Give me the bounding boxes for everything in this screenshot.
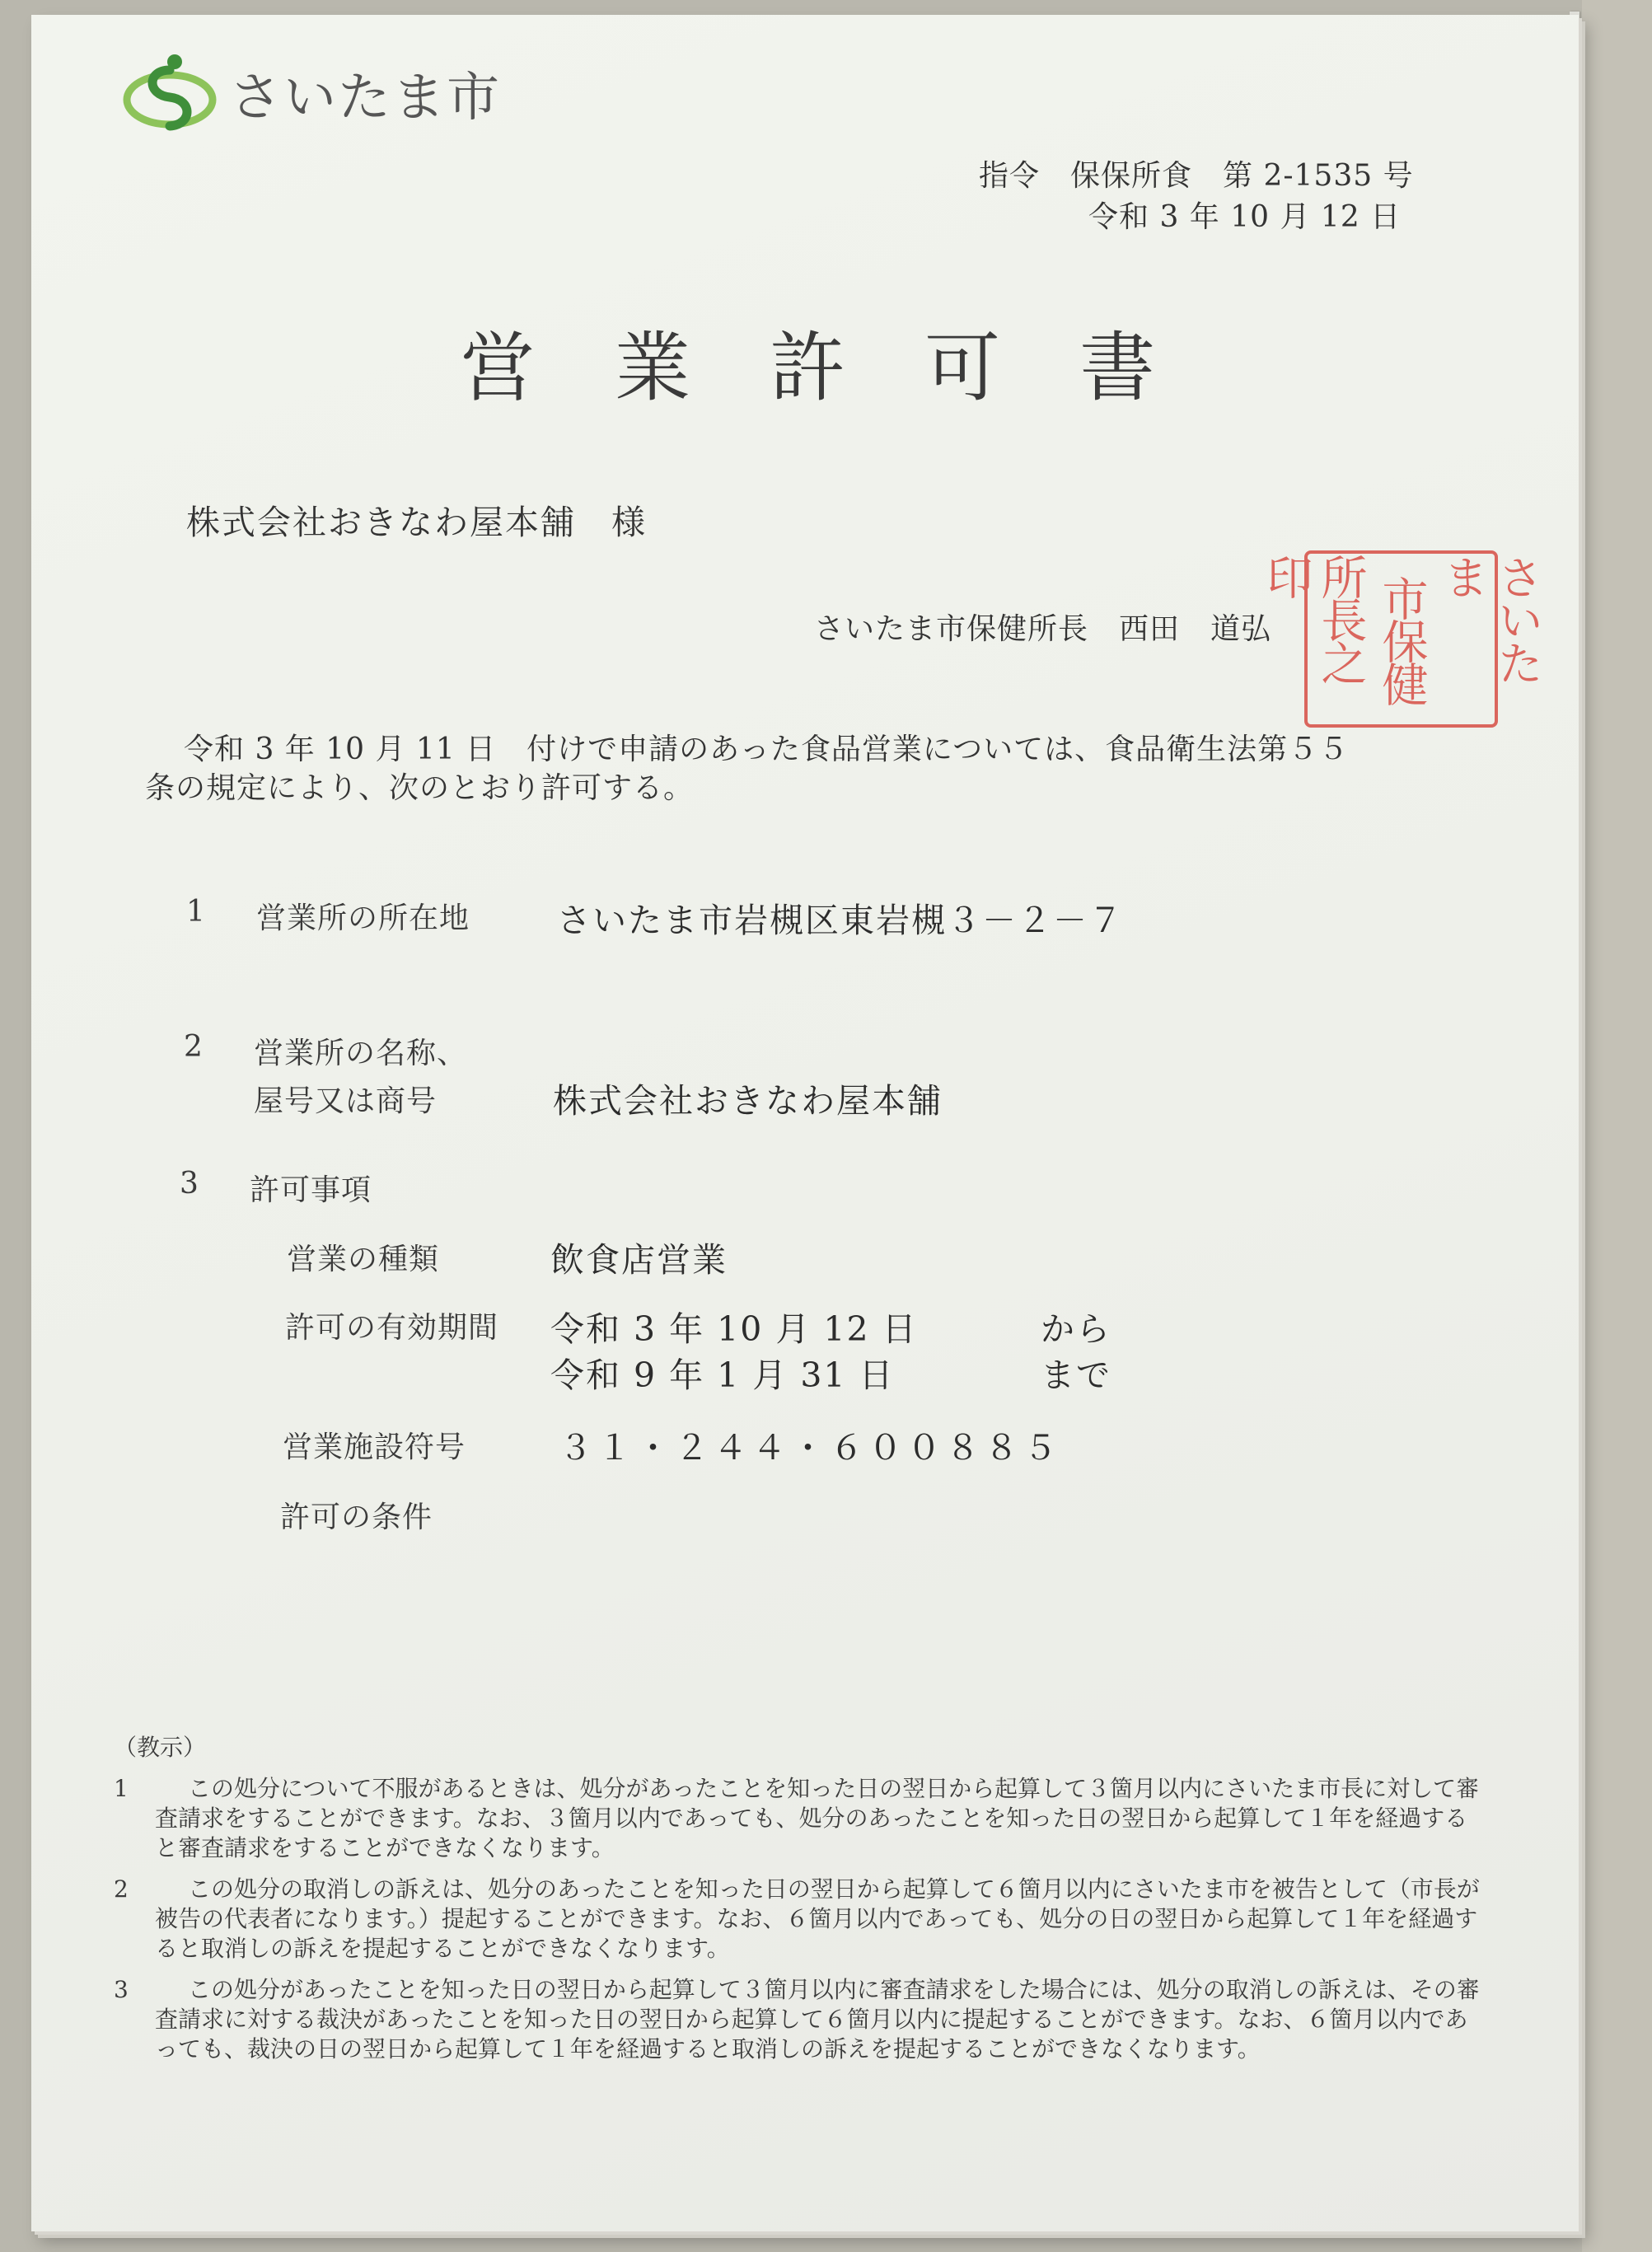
title-char: 営: [460, 324, 536, 412]
saitama-city-emblem-icon: [122, 52, 218, 134]
note-number: 1: [114, 1775, 129, 1802]
city-logo: [122, 48, 501, 138]
business-type-label: 営業の種類: [287, 1243, 440, 1276]
issue-date: 令和 3 年 10 月 12 日: [1088, 200, 1402, 234]
recipient-name: 株式会社おきなわ屋本舗 様: [186, 503, 647, 542]
validity-period-label: 許可の有効期間: [285, 1311, 499, 1345]
appeal-notice-heading: （教示）: [114, 1734, 207, 1761]
business-name-label-line1: 営業所の名称、: [254, 1037, 468, 1070]
validity-start-date: 令和 3 年 10 月 12 日: [550, 1309, 918, 1349]
location-label: 営業所の所在地: [256, 901, 470, 935]
appeal-note: [114, 1975, 1481, 2064]
item-number: 2: [184, 1030, 204, 1064]
item-number: 1: [186, 895, 206, 929]
appeal-note: [114, 1774, 1481, 1863]
note-number: 2: [114, 1875, 129, 1903]
item-number: 3: [180, 1167, 199, 1201]
note-text: この処分の取消しの訴えは、処分のあったことを知った日の翌日から起算して６箇月以内にさいたま市を被告として（市長が被告の代表者になります。）提起することができます。なお、６箇月以内であっても、処分の日の翌日から起算して１年を経過すると取消しの訴えを提起することができなくなります。: [155, 1875, 1480, 1962]
body-paragraph-line2: 条の規定により、次のとおり許可する。: [145, 771, 695, 805]
location-value: さいたま市岩槻区東岩槻３－２－７: [557, 901, 1124, 940]
business-name-label-line2: 屋号又は商号: [254, 1084, 438, 1118]
business-name-value: 株式会社おきなわ屋本舗: [553, 1081, 943, 1121]
permit-items-label: 許可事項: [250, 1173, 372, 1207]
note-text: この処分があったことを知った日の翌日から起算して３箇月以内に審査請求をした場合には、処分の取消しの訴えは、その審査請求に対する裁決があったことを知った日の翌日から起算して６箇月以内に提起することができます。なお、６箇月以内であっても、裁決の日の翌日から起算して１年を経過すると取消しの訴えを提起することができなくなります。: [155, 1976, 1480, 2062]
appeal-notice: [114, 1733, 1481, 2064]
official-seal-stamp: さいたま 市保健 所長之印: [1304, 550, 1498, 728]
business-type-value: 飲食店営業: [550, 1240, 728, 1280]
validity-start-suffix: から: [1041, 1309, 1111, 1349]
validity-end-suffix: まで: [1041, 1355, 1111, 1395]
validity-end-date: 令和 9 年 1 月 31 日: [550, 1355, 895, 1395]
desk-background: [1582, 0, 1652, 2252]
note-number: 3: [114, 1976, 129, 2003]
title-char: 業: [615, 324, 691, 412]
city-logo-text: さいたま市: [229, 68, 501, 129]
note-text: この処分について不服があるときは、処分があったことを知った日の翌日から起算して３箇月以内にさいたま市長に対して審査請求をすることができます。なお、３箇月以内であっても、処分のあったことを知った日の翌日から起算して１年を経過すると審査請求をすることができなくなります。: [155, 1775, 1480, 1861]
document-title: [460, 307, 1155, 416]
permit-conditions-label: 許可の条件: [280, 1501, 433, 1534]
title-char: 可: [924, 324, 1001, 412]
permit-document: [31, 15, 1579, 2231]
appeal-note: [114, 1875, 1481, 1964]
title-char: 書: [1079, 324, 1156, 412]
facility-code-value: ３１・２４４・６００８８５: [559, 1428, 1062, 1468]
body-paragraph-line1: 令和 3 年 10 月 11 日 付けで申請のあった食品営業については、食品衛生法第５５: [184, 733, 1350, 766]
reference-number: 指令 保保所食 第 2-1535 号: [979, 159, 1414, 193]
title-char: 許: [770, 324, 846, 412]
issuer-name: さいたま市保健所長 西田 道弘: [814, 612, 1272, 646]
facility-code-label: 営業施設符号: [283, 1430, 466, 1464]
